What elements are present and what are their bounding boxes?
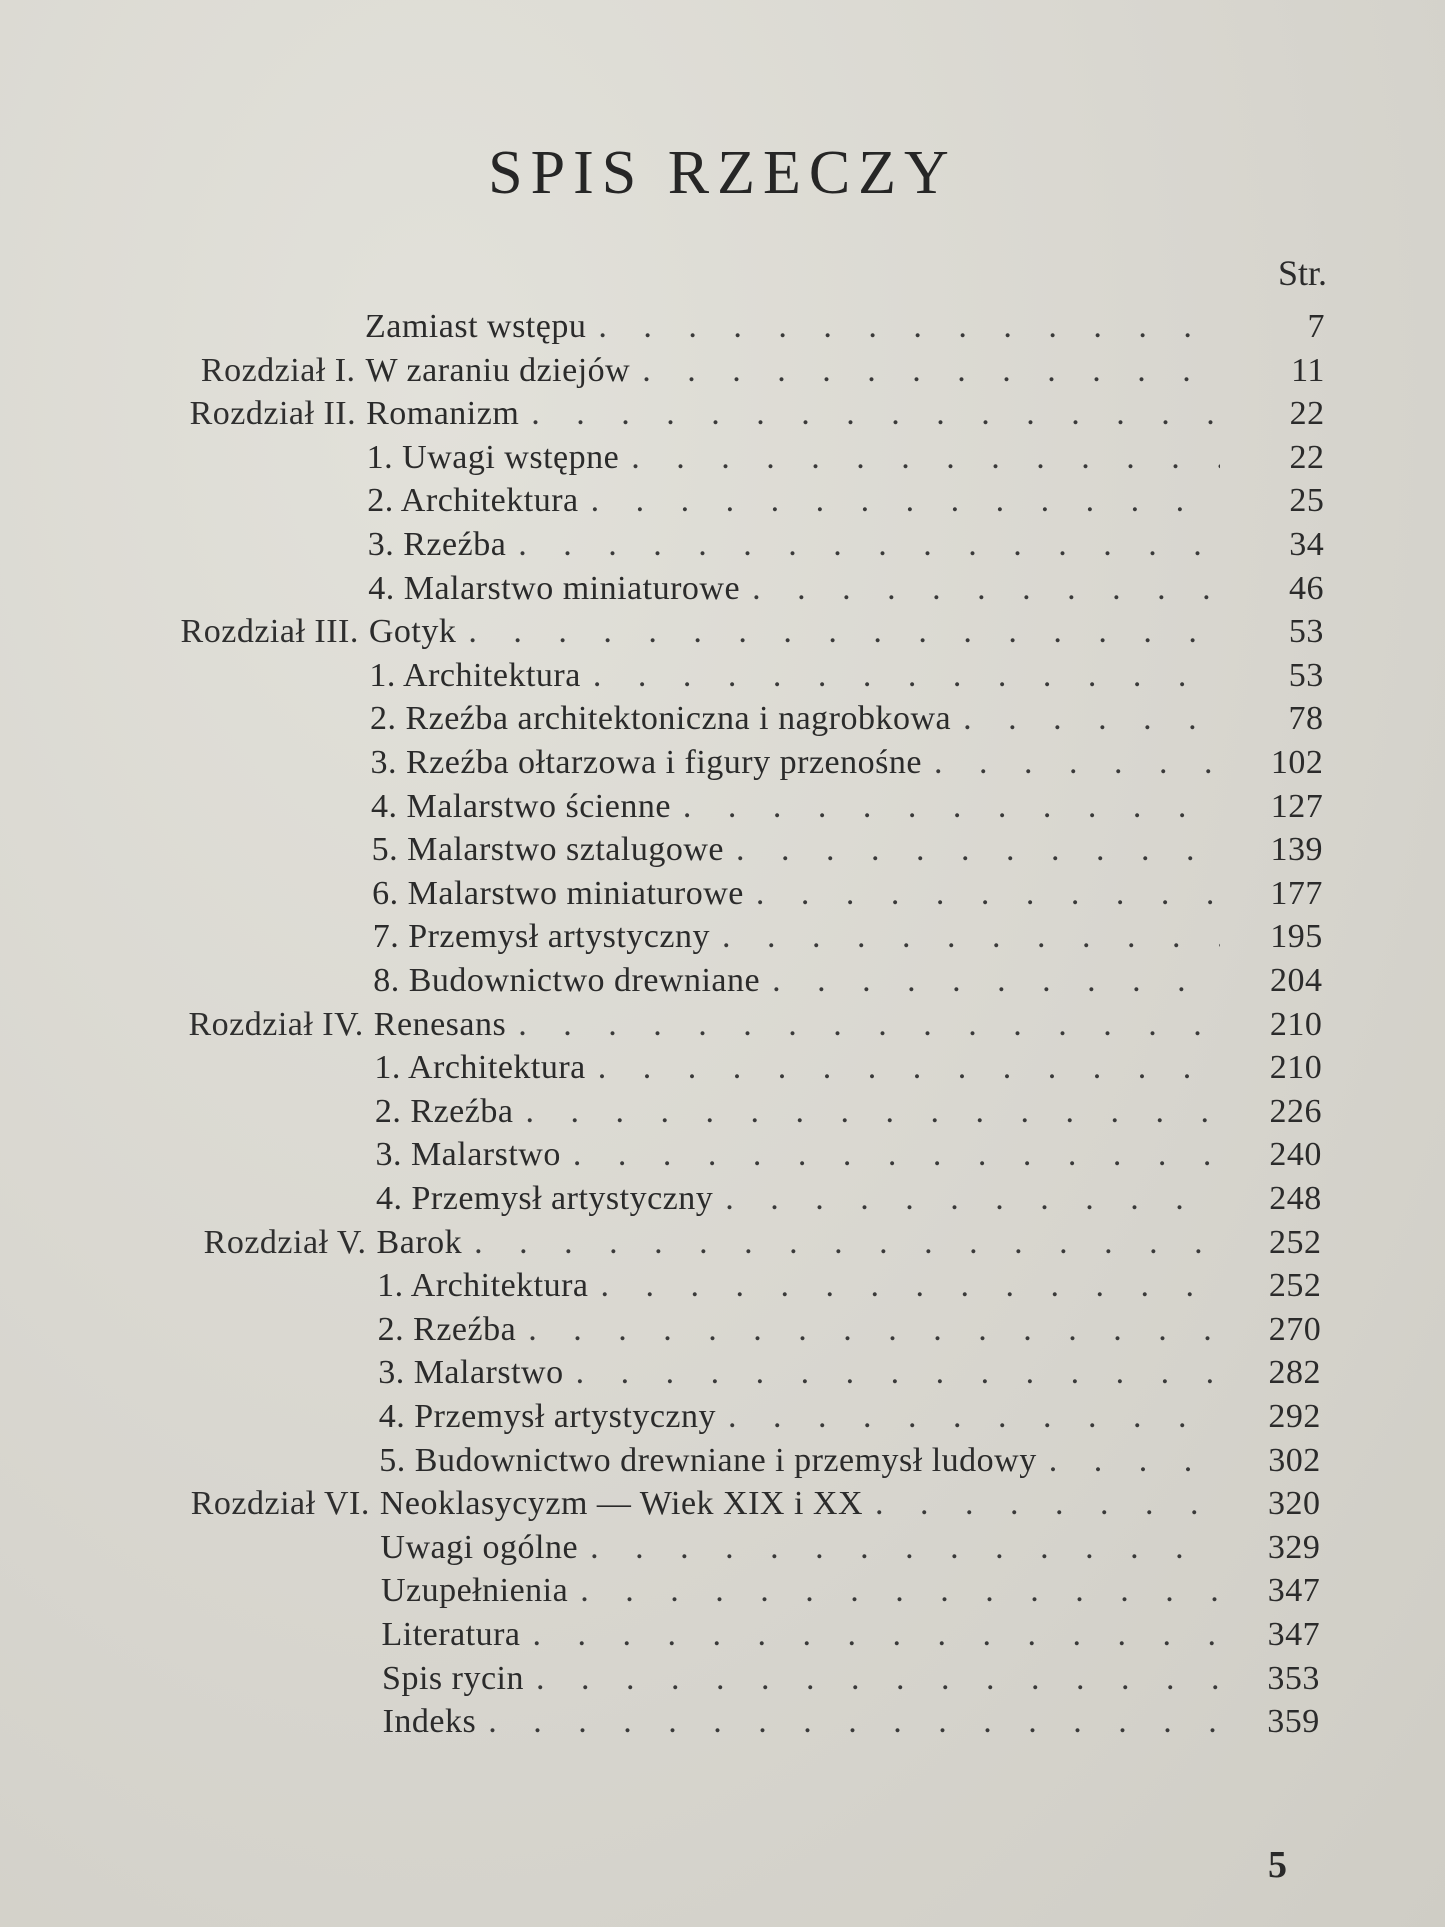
- toc-chapter-label: Rozdział III.: [180, 613, 359, 651]
- toc-page-number: 252: [1268, 1267, 1322, 1305]
- toc-page-number: 248: [1269, 1180, 1322, 1217]
- toc-entry: [0, 1264, 1445, 1308]
- toc-entry-title: 1. Uwagi wstępne: [366, 438, 620, 476]
- toc-entry: [0, 1395, 1445, 1439]
- toc-entry: [0, 1046, 1445, 1090]
- toc-chapter-label: Rozdział IV.: [188, 1005, 364, 1043]
- toc-entry: [0, 305, 1445, 349]
- dot-leader: [601, 1264, 1220, 1308]
- toc-entry-title: 3. Malarstwo: [378, 1354, 564, 1392]
- dot-leader: [722, 915, 1220, 959]
- toc-entry: [0, 1700, 1445, 1744]
- dot-leader: [576, 1351, 1220, 1395]
- dot-leader: [518, 523, 1220, 567]
- dot-leader: [642, 349, 1220, 393]
- toc-page-number: 78: [1288, 700, 1324, 738]
- toc-entry: [0, 1351, 1445, 1395]
- toc-page-number: 282: [1268, 1354, 1322, 1392]
- page-title: SPIS RZECZY: [488, 139, 957, 207]
- toc-entry-title: 3. Rzeźba: [367, 526, 507, 563]
- toc-entry-title: 3. Malarstwo: [375, 1136, 561, 1174]
- toc-entry-title: Spis rycin: [382, 1659, 524, 1697]
- toc-page-number: 347: [1267, 1616, 1321, 1653]
- toc-entry: [0, 915, 1445, 959]
- toc-entry-title: 5. Budownictwo drewniane i przemysł ludowy: [379, 1441, 1037, 1479]
- toc-entry-title: 2. Rzeźba architektoniczna i nagrobkowa: [369, 700, 952, 738]
- toc-page-number: 226: [1269, 1092, 1323, 1130]
- toc-entry-title: Uwagi ogólne: [380, 1528, 579, 1566]
- toc-entry-title: 6. Malarstwo miniaturowe: [372, 874, 744, 912]
- toc-entry: [0, 828, 1445, 872]
- toc-page-number: 195: [1270, 918, 1323, 956]
- toc-entry-title: Gotyk: [368, 613, 457, 651]
- toc-page-number: 204: [1270, 962, 1323, 999]
- toc-page-number: 139: [1270, 831, 1324, 869]
- toc-page-number: 270: [1268, 1310, 1322, 1348]
- toc-page-number: 127: [1270, 787, 1324, 825]
- toc-entry: [0, 697, 1445, 741]
- toc-entry: [0, 1177, 1445, 1221]
- toc-entry-title: 2. Rzeźba: [374, 1092, 514, 1130]
- toc-entry-title: Uzupełnienia: [380, 1572, 569, 1610]
- toc-entry: [0, 785, 1445, 829]
- dot-leader: [598, 1046, 1220, 1090]
- toc-chapter-label: Rozdział I.: [200, 351, 356, 389]
- toc-entry: [0, 392, 1445, 436]
- dot-leader: [536, 1657, 1220, 1701]
- toc-page-number: 11: [1291, 351, 1325, 389]
- dot-leader: [728, 1395, 1220, 1439]
- toc-entry-title: 7. Przemysł artystyczny: [372, 918, 710, 956]
- dot-leader: [590, 1526, 1220, 1570]
- toc-entry: [0, 1657, 1445, 1701]
- toc-page-number: 240: [1269, 1136, 1322, 1174]
- toc-entry-title: 4. Malarstwo miniaturowe: [368, 569, 741, 607]
- toc-entry-title: Neoklasycyzm — Wiek XIX i XX: [379, 1485, 864, 1523]
- toc-entry: [0, 741, 1445, 785]
- toc-page-number: 46: [1289, 569, 1325, 607]
- toc-page-number: 22: [1289, 395, 1325, 433]
- dot-leader: [525, 1090, 1220, 1134]
- dot-leader: [875, 1482, 1220, 1526]
- toc-entry: [0, 654, 1445, 698]
- toc-chapter-label: Rozdział V.: [203, 1223, 367, 1261]
- dot-leader: [531, 392, 1220, 436]
- dot-leader: [518, 1003, 1220, 1047]
- toc-page-number: 53: [1288, 656, 1324, 694]
- toc-page-number: 353: [1267, 1659, 1320, 1697]
- toc-entry-title: Romanizm: [366, 395, 520, 433]
- toc-page-number: 7: [1307, 308, 1325, 345]
- dot-leader: [468, 610, 1220, 654]
- toc-page-number: 292: [1268, 1398, 1321, 1435]
- dot-leader: [474, 1221, 1220, 1265]
- toc-page-number: 329: [1267, 1528, 1321, 1566]
- toc-entry: [0, 1221, 1445, 1265]
- page-number: 5: [1268, 1844, 1287, 1886]
- toc-entry: [0, 1090, 1445, 1134]
- dot-leader: [528, 1308, 1220, 1352]
- dot-leader: [591, 479, 1220, 523]
- dot-leader: [756, 872, 1220, 916]
- dot-leader: [631, 436, 1220, 480]
- toc-entry-title: 2. Architektura: [367, 482, 579, 520]
- toc-page-number: 34: [1289, 526, 1325, 563]
- toc-page-number: 320: [1268, 1485, 1321, 1523]
- toc-page-number: 252: [1269, 1223, 1322, 1261]
- toc-entry: [0, 436, 1445, 480]
- dot-leader: [772, 959, 1220, 1003]
- dot-leader: [934, 741, 1220, 785]
- toc-entry: [0, 1133, 1445, 1177]
- dot-leader: [488, 1700, 1220, 1744]
- toc-entry: [0, 1526, 1445, 1570]
- toc-entry-title: Zamiast wstępu: [365, 308, 587, 345]
- toc-entry-title: Barok: [376, 1223, 463, 1261]
- toc-entry: [0, 959, 1445, 1003]
- toc-entry: [0, 1003, 1445, 1047]
- toc-page-number: 25: [1289, 482, 1325, 520]
- dot-leader: [725, 1177, 1220, 1221]
- page-column-label: Str.: [1277, 253, 1327, 293]
- toc-entry: [0, 479, 1445, 523]
- toc-entry-title: 3. Rzeźba ołtarzowa i figury przenośne: [370, 744, 922, 781]
- toc-entry: [0, 872, 1445, 916]
- dot-leader: [963, 697, 1220, 741]
- toc-entry-title: 4. Przemysł artystyczny: [376, 1180, 714, 1217]
- toc-entry: [0, 1439, 1445, 1483]
- toc-entry: [0, 1308, 1445, 1352]
- toc-page-number: 210: [1269, 1005, 1323, 1043]
- dot-leader: [533, 1613, 1220, 1657]
- toc-entry-title: 1. Architektura: [374, 1049, 586, 1087]
- toc-entry-title: 2. Rzeźba: [377, 1310, 517, 1348]
- toc-entry-title: 5. Malarstwo sztalugowe: [371, 831, 724, 869]
- toc-entry-title: 1. Architektura: [369, 656, 581, 694]
- toc-entry: [0, 523, 1445, 567]
- toc-entry: [0, 1613, 1445, 1657]
- toc-chapter-label: Rozdział VI.: [190, 1485, 370, 1523]
- toc-entry: [0, 1482, 1445, 1526]
- toc-entry-title: 4. Przemysł artystyczny: [378, 1398, 717, 1435]
- toc-entry-title: W zaraniu dziejów: [365, 351, 631, 389]
- dot-leader: [593, 654, 1220, 698]
- toc-page-number: 177: [1270, 874, 1323, 912]
- toc-page-number: 347: [1267, 1572, 1321, 1610]
- toc-entry-title: 1. Architektura: [377, 1267, 589, 1305]
- toc-entry: [0, 349, 1445, 393]
- toc-page-number: 359: [1267, 1703, 1320, 1741]
- dot-leader: [580, 1569, 1220, 1613]
- dot-leader: [752, 567, 1220, 611]
- toc-entry-title: Indeks: [382, 1703, 477, 1741]
- toc-entry-title: Literatura: [381, 1616, 521, 1653]
- toc-chapter-label: Rozdział II.: [189, 395, 357, 433]
- toc-page-number: 102: [1270, 744, 1324, 781]
- dot-leader: [573, 1133, 1220, 1177]
- toc-entry: [0, 567, 1445, 611]
- toc-page-number: 302: [1268, 1441, 1321, 1479]
- toc-entry-title: Renesans: [373, 1005, 507, 1043]
- dot-leader: [683, 785, 1220, 829]
- toc-page-number: 53: [1288, 613, 1324, 651]
- toc-page-number: 210: [1269, 1049, 1323, 1087]
- dot-leader: [598, 305, 1220, 349]
- dot-leader: [1049, 1439, 1220, 1483]
- dot-leader: [736, 828, 1220, 872]
- toc-entry: [0, 610, 1445, 654]
- toc-entry-title: 4. Malarstwo ścienne: [371, 787, 671, 825]
- toc-page-number: 22: [1289, 438, 1325, 476]
- toc-entry: [0, 1569, 1445, 1613]
- toc-entry-title: 8. Budownictwo drewniane: [373, 962, 761, 999]
